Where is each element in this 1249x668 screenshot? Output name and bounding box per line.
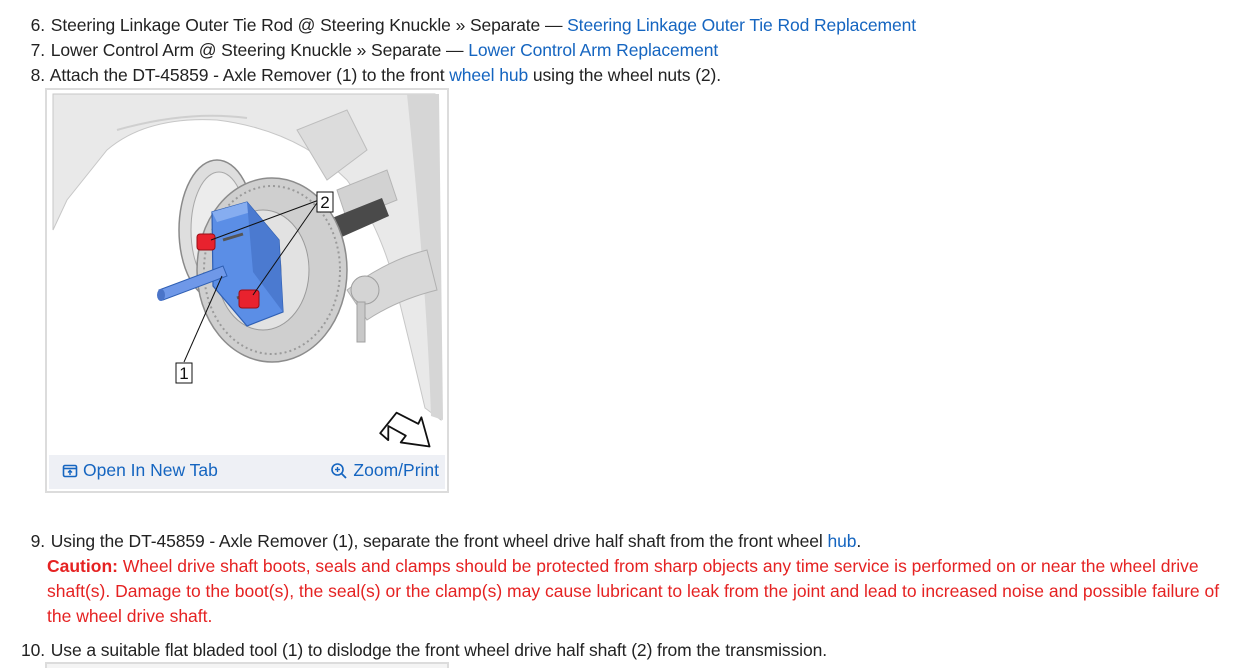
step-number: 6. (30, 15, 45, 35)
step-8 (0, 63, 721, 88)
open-in-new-tab-button[interactable] (62, 460, 218, 481)
caution-text: Wheel drive shaft boots, seals and clamps should be protected from sharp objects any time service is performed on or near the wheel drive shaft(s). Damage to the boot(s), the seal(s) or the clamp(s) may cause lubricant to leak from the joint and lead to increased noise and possible failure of the wheel drive shaft. (47, 556, 1220, 626)
axle-remover-figure (45, 88, 449, 493)
callout-1: 1 (179, 364, 189, 383)
callout-2: 2 (320, 193, 330, 212)
zoom-print-button[interactable] (330, 460, 439, 481)
open-new-tab-icon (62, 463, 78, 479)
step-text: Steering Linkage Outer Tie Rod @ Steering Knuckle » Separate — (50, 15, 568, 35)
caution-label: Caution: (47, 556, 118, 576)
step-text-after: . (856, 531, 862, 551)
step-7 (0, 38, 718, 63)
step-text: Attach the DT-45859 - Axle Remover (1) to the front (49, 65, 450, 85)
zoom-print-label: Zoom/Print (353, 460, 439, 480)
step-number: 9. (30, 531, 45, 551)
wheel-hub-link[interactable]: wheel hub (449, 65, 529, 85)
flat-bladed-tool-figure (45, 662, 449, 668)
step-text-after: using the wheel nuts (2). (528, 65, 722, 85)
axle-remover-illustration[interactable] (47, 90, 447, 456)
hub-link[interactable]: hub (827, 531, 857, 551)
lower-control-arm-replacement-link[interactable]: Lower Control Arm Replacement (468, 40, 719, 60)
step-number: 7. (30, 40, 45, 60)
step-text: Using the DT-45859 - Axle Remover (1), separate the front wheel drive half shaft from the front wheel (50, 531, 828, 551)
open-in-new-tab-label: Open In New Tab (83, 460, 218, 480)
step-text: Lower Control Arm @ Steering Knuckle » Separate — (50, 40, 469, 60)
step-6 (0, 13, 916, 38)
step-text: Use a suitable flat bladed tool (1) to dislodge the front wheel drive half shaft (2) from the transmission. (50, 640, 827, 660)
step-number: 10. (20, 640, 45, 660)
step-9 (0, 529, 861, 554)
figure-toolbar (49, 455, 445, 489)
tie-rod-replacement-link[interactable]: Steering Linkage Outer Tie Rod Replacement (567, 15, 917, 35)
step-number: 8. (30, 65, 45, 85)
caution-note (47, 554, 1227, 629)
zoom-icon (330, 462, 348, 480)
step-10 (0, 638, 827, 663)
